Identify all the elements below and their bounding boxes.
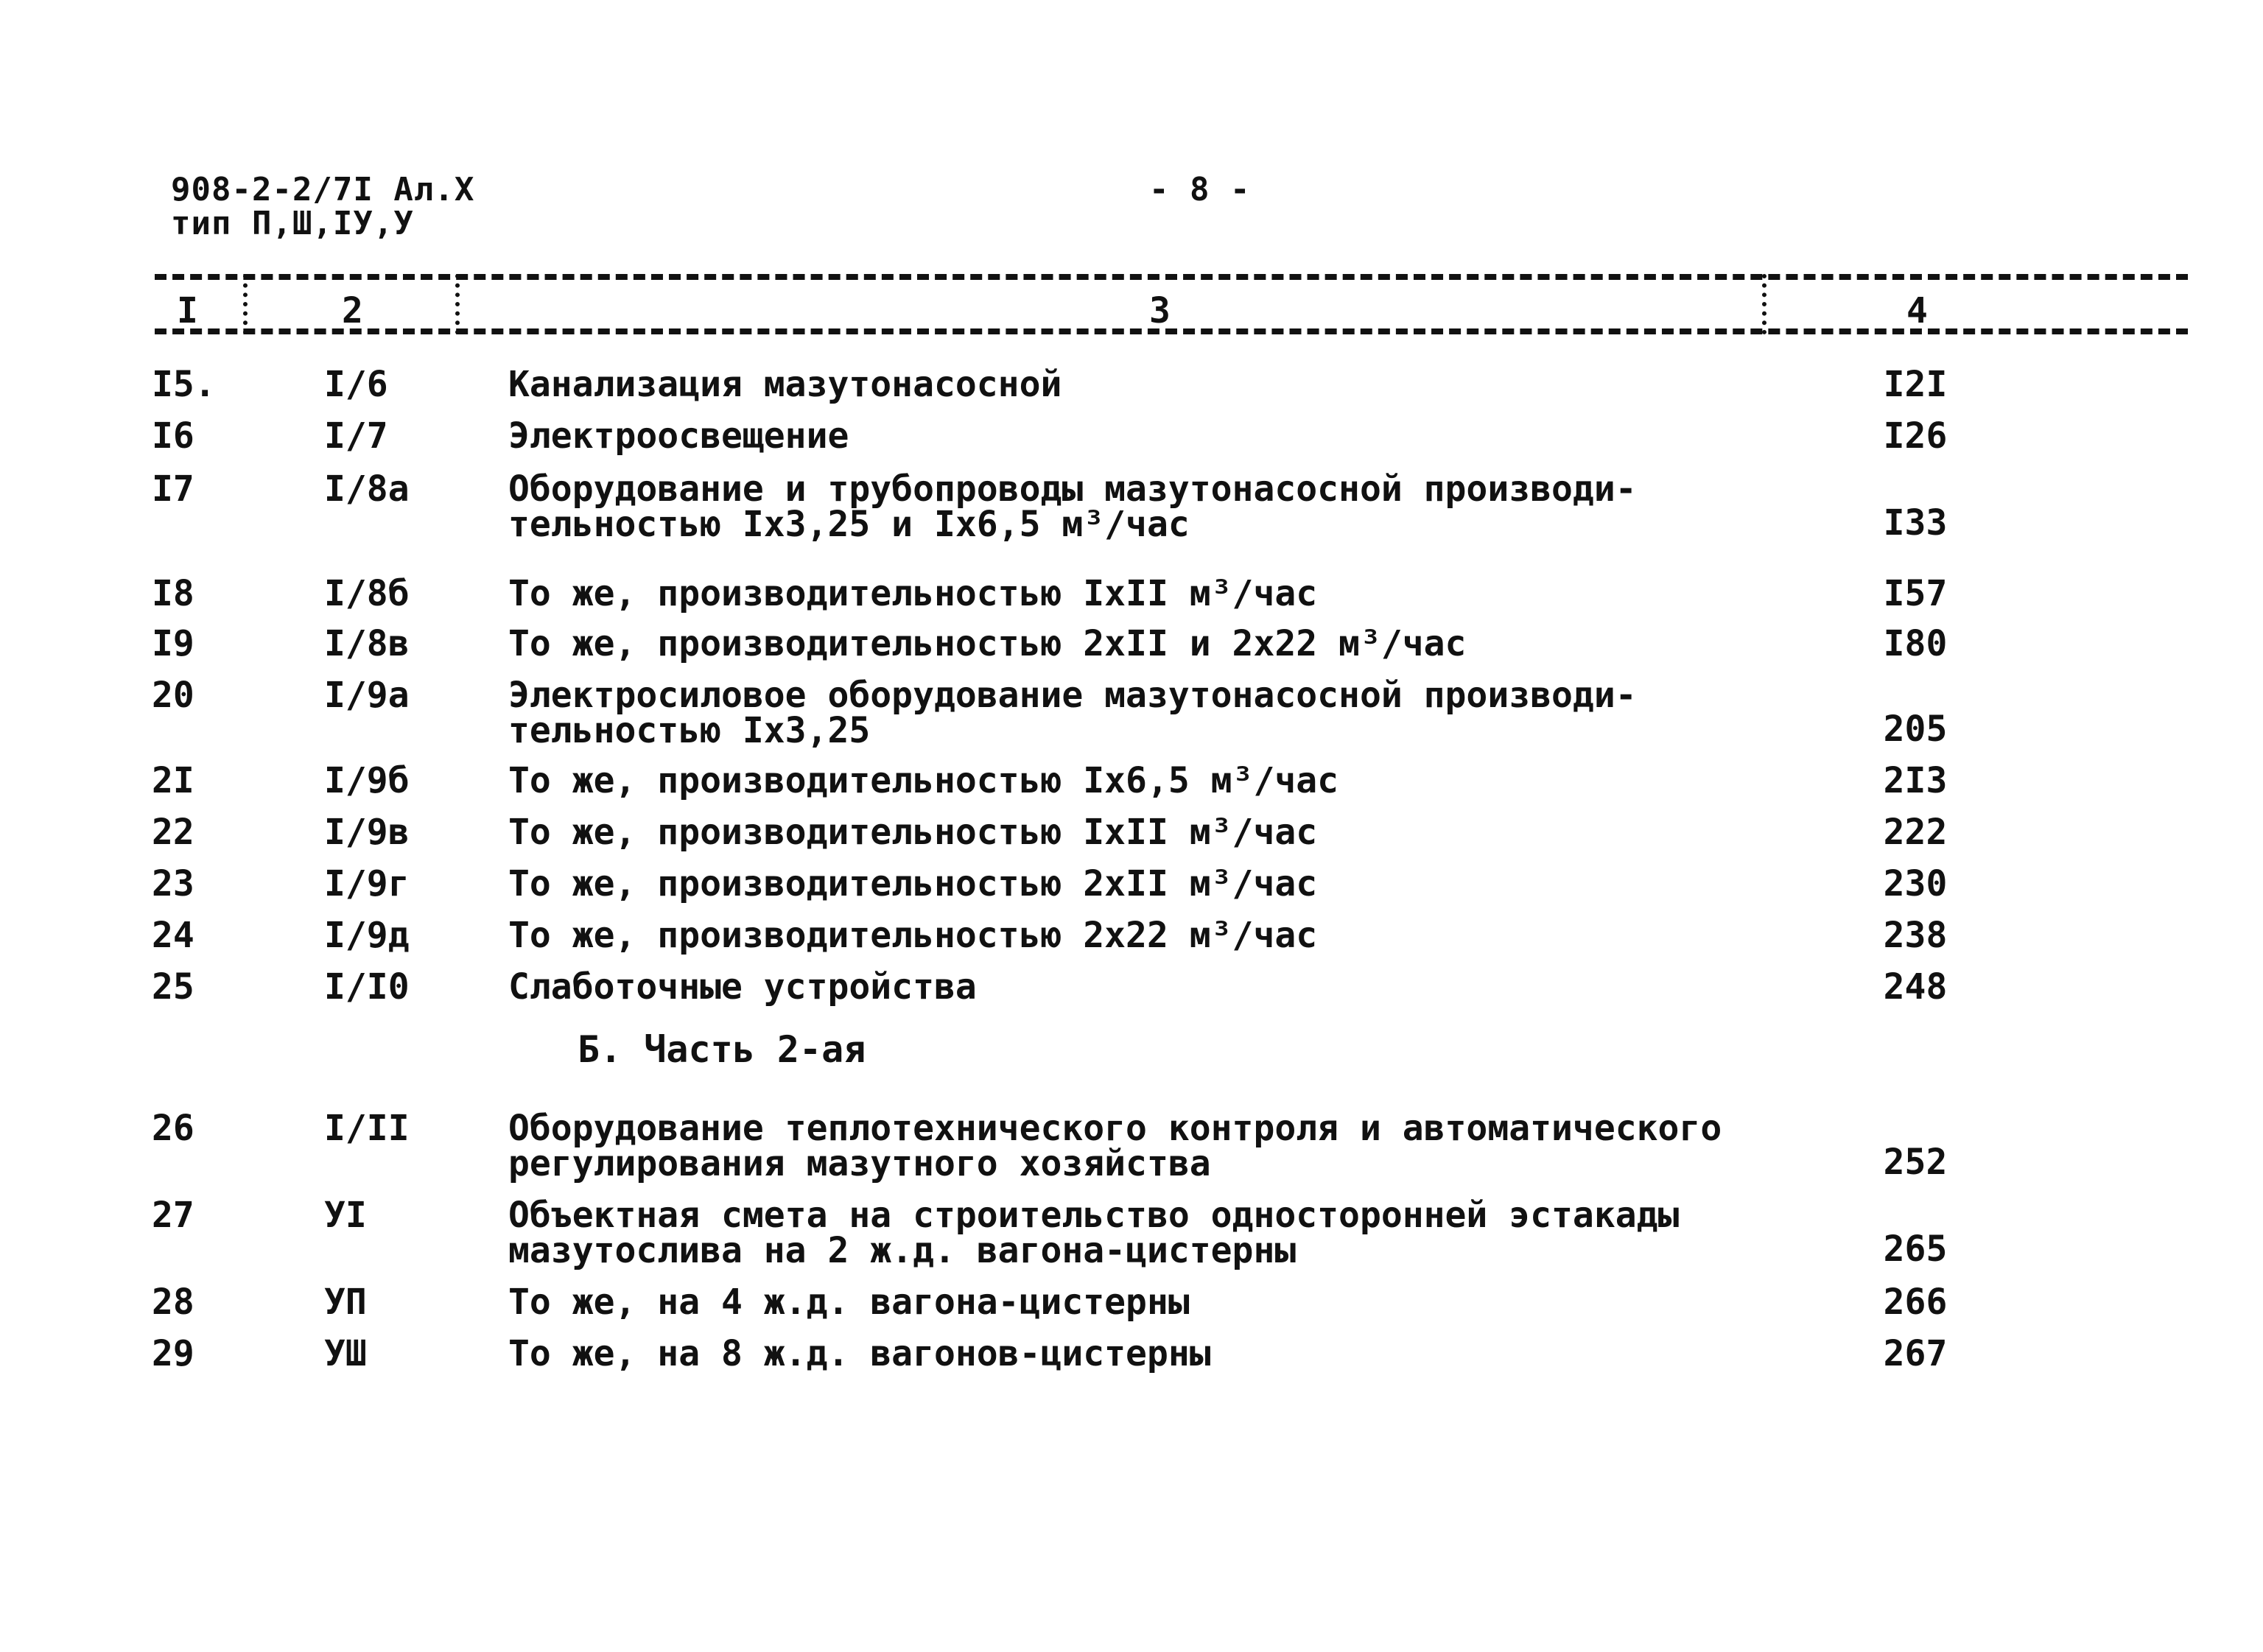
row-number: 20 <box>152 675 194 716</box>
row-description: Объектная смета на строительство односторонней эстакады мазутослива на 2 ж.д. вагона-цистерны <box>508 1195 1680 1271</box>
row-page: 238 <box>1883 915 1948 956</box>
row-description: То же, производительностью Iх6,5 м³/час <box>508 760 1339 801</box>
row-number: 26 <box>152 1108 194 1149</box>
row-code: I/8в <box>324 623 410 664</box>
row-code: УШ <box>324 1333 367 1374</box>
row-code: I/8б <box>324 573 410 614</box>
row-page: 248 <box>1883 966 1948 1008</box>
row-number: 2I <box>152 760 194 801</box>
row-code: I/9в <box>324 812 410 853</box>
table-header-rule <box>155 328 2188 334</box>
row-description: То же, производительностью 2х22 м³/час <box>508 915 1318 956</box>
row-description: То же, производительностью 2хII м³/час <box>508 863 1318 904</box>
row-number: I5. <box>152 364 216 405</box>
row-page: 205 <box>1883 709 1948 750</box>
row-number: I7 <box>152 468 194 510</box>
row-code: УП <box>324 1282 367 1323</box>
section-title: Б. Часть 2-ая <box>578 1028 866 1071</box>
row-number: 24 <box>152 915 194 956</box>
row-description: Слаботочные устройства <box>508 966 977 1008</box>
row-code: I/7 <box>324 415 388 457</box>
row-code: УI <box>324 1195 367 1236</box>
row-code: I/9г <box>324 863 410 904</box>
page-number: - 8 - <box>1149 171 1251 208</box>
row-description: Канализация мазутонасосной <box>508 364 1062 405</box>
column-header-1: I <box>177 290 198 331</box>
row-page: 2I3 <box>1883 760 1948 801</box>
row-code: I/9д <box>324 915 410 956</box>
row-code: I/9а <box>324 675 410 716</box>
row-number: I6 <box>152 415 194 457</box>
doc-code: 908-2-2/7I Ал.Х <box>171 171 475 208</box>
column-header-3: 3 <box>1149 290 1171 331</box>
row-page: I57 <box>1883 573 1948 614</box>
doc-types: тип П,Ш,IУ,У <box>171 205 414 242</box>
row-description: Электросиловое оборудование мазутонасосной производи- тельностью Iх3,25 <box>508 675 1637 751</box>
row-page: 222 <box>1883 812 1948 853</box>
row-page: I33 <box>1883 502 1948 544</box>
row-description: То же, производительностью IхII м³/час <box>508 573 1318 614</box>
row-number: 22 <box>152 812 194 853</box>
row-code: I/I0 <box>324 966 410 1008</box>
row-number: I9 <box>152 623 194 664</box>
row-number: 25 <box>152 966 194 1008</box>
row-page: 230 <box>1883 863 1948 904</box>
row-description: То же, на 4 ж.д. вагона-цистерны <box>508 1282 1190 1323</box>
row-code: I/8а <box>324 468 410 510</box>
row-page: I2I <box>1883 364 1948 405</box>
row-description: То же, производительностью 2хII и 2х22 м³/час <box>508 623 1467 664</box>
row-description: Оборудование теплотехнического контроля и автоматического регулирования мазутного хозяйства <box>508 1108 1722 1184</box>
column-separator <box>1762 274 1766 334</box>
row-page: 265 <box>1883 1229 1948 1270</box>
row-code: I/6 <box>324 364 388 405</box>
row-number: 27 <box>152 1195 194 1236</box>
column-separator <box>455 274 460 334</box>
row-number: 29 <box>152 1333 194 1374</box>
column-separator <box>243 274 248 334</box>
row-description: То же, производительностью IхII м³/час <box>508 812 1318 853</box>
row-code: I/9б <box>324 760 410 801</box>
row-description: Электроосвещение <box>508 415 849 457</box>
row-description: Оборудование и трубопроводы мазутонасосной производи- тельностью Iх3,25 и Iх6,5 м³/час <box>508 468 1637 545</box>
row-code: I/II <box>324 1108 410 1149</box>
row-number: I8 <box>152 573 194 614</box>
row-page: I80 <box>1883 623 1948 664</box>
column-header-4: 4 <box>1906 290 1928 331</box>
row-number: 23 <box>152 863 194 904</box>
row-page: 267 <box>1883 1333 1948 1374</box>
row-page: 266 <box>1883 1282 1948 1323</box>
row-number: 28 <box>152 1282 194 1323</box>
row-description: То же, на 8 ж.д. вагонов-цистерны <box>508 1333 1211 1374</box>
column-header-2: 2 <box>342 290 363 331</box>
table-top-rule <box>155 274 2188 280</box>
row-page: 252 <box>1883 1142 1948 1183</box>
row-page: I26 <box>1883 415 1948 457</box>
